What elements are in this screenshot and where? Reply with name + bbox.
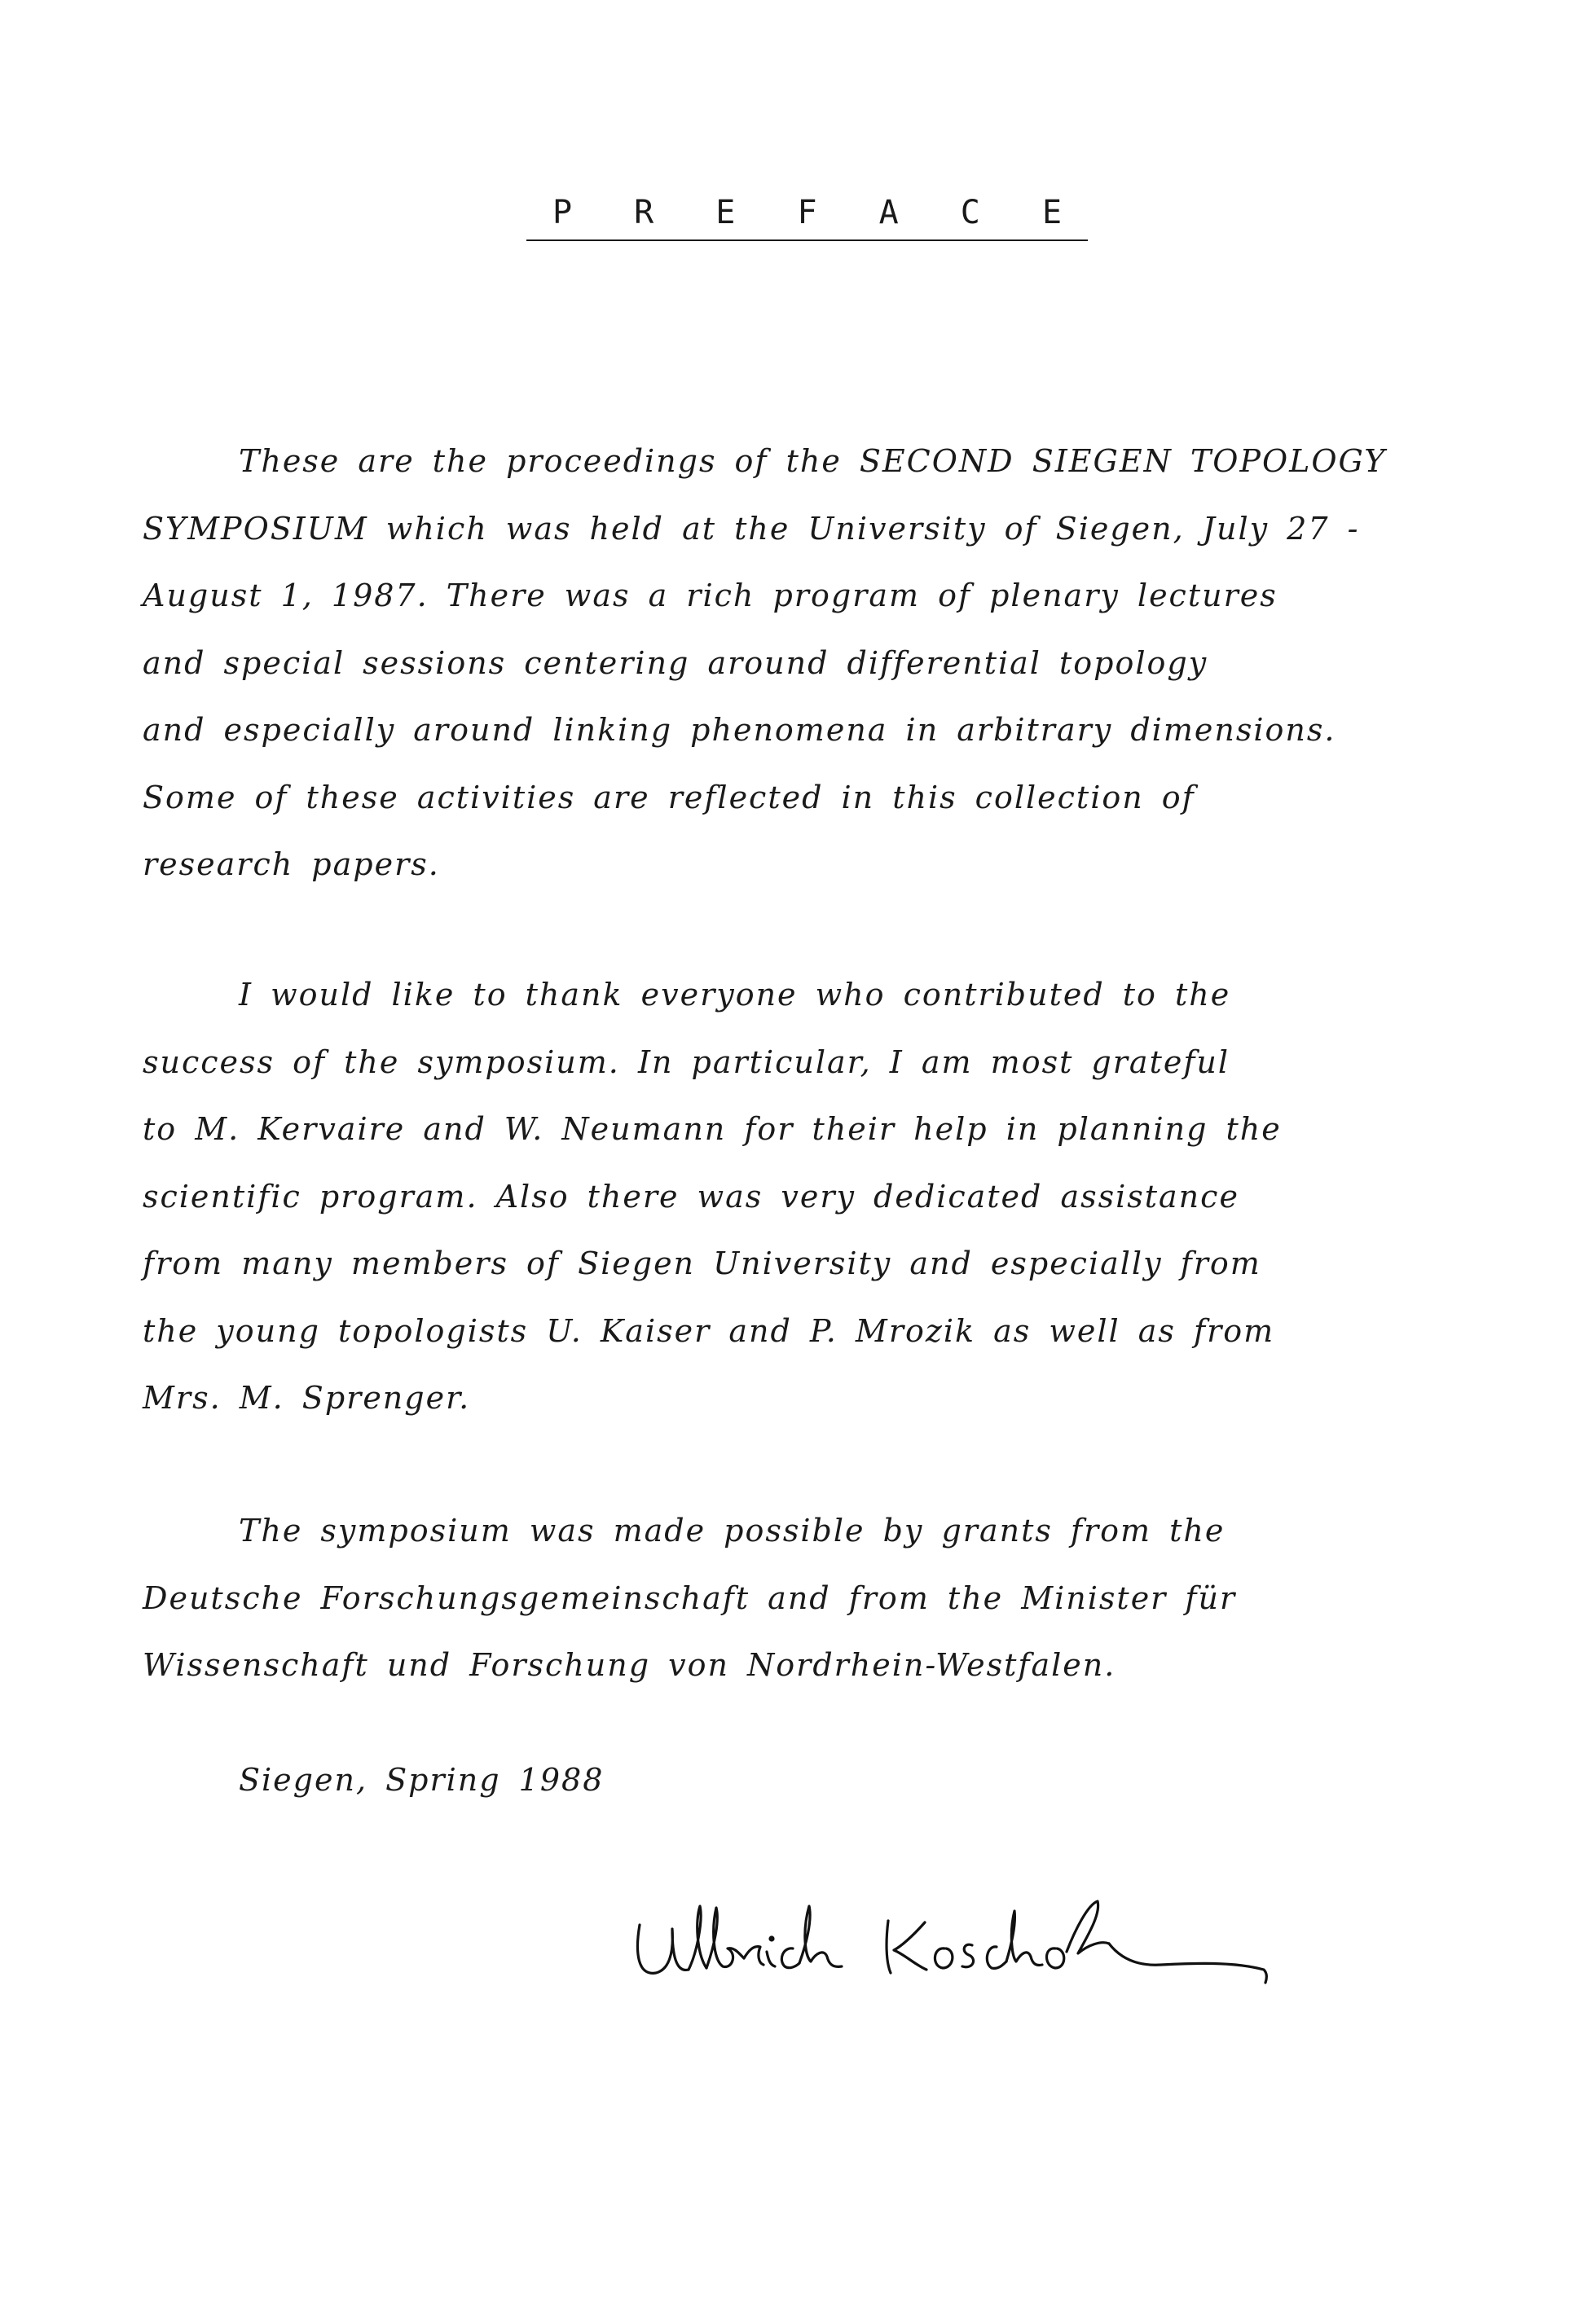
paragraph-line: August 1, 1987. There was a rich program of plenary lectures — [143, 578, 1278, 613]
paragraph-line: and special sessions centering around differential topology — [143, 644, 1208, 681]
paragraph-line: to M. Kervaire and W. Neumann for their help in planning the — [143, 1111, 1282, 1147]
paragraph-line: scientific program. Also there was very dedicated assistance — [143, 1178, 1239, 1215]
paragraph-line: These are the proceedings of the SECOND SIEGEN TOPOLOGY — [239, 443, 1387, 479]
page-title — [0, 194, 1593, 241]
paragraph-line: Wissenschaft und Forschung von Nordrhein-Westfalen. — [143, 1647, 1116, 1683]
paragraph-line: I would like to thank everyone who contributed to the — [239, 977, 1231, 1013]
signature — [631, 1888, 1275, 1994]
paragraph-line: research papers. — [143, 846, 440, 882]
page-title-text: P R E F A C E — [526, 194, 1088, 241]
place-date: Siegen, Spring 1988 — [239, 1762, 605, 1798]
paragraph-2 — [143, 961, 1446, 1432]
paragraph-line: Some of these activities are reflected in this collection of — [143, 779, 1195, 815]
paragraph-line: Mrs. M. Sprenger. — [143, 1380, 471, 1416]
paragraph-3 — [143, 1497, 1446, 1699]
paragraph-line: The symposium was made possible by grants from the — [239, 1513, 1226, 1549]
paragraph-line: success of the symposium. In particular, I am most grateful — [143, 1043, 1230, 1080]
paragraph-line: the young topologists U. Kaiser and P. Mrozik as well as from — [143, 1312, 1275, 1349]
paragraph-line: from many members of Siegen University and especially from — [143, 1245, 1261, 1281]
paragraph-line: and especially around linking phenomena in arbitrary dimensions. — [143, 712, 1336, 748]
paragraph-1 — [143, 428, 1446, 898]
paragraph-line: Deutsche Forschungsgemeinschaft and from the Minister für — [143, 1579, 1237, 1616]
paragraph-line: SYMPOSIUM which was held at the University of Siegen, July 27 - — [143, 510, 1360, 547]
